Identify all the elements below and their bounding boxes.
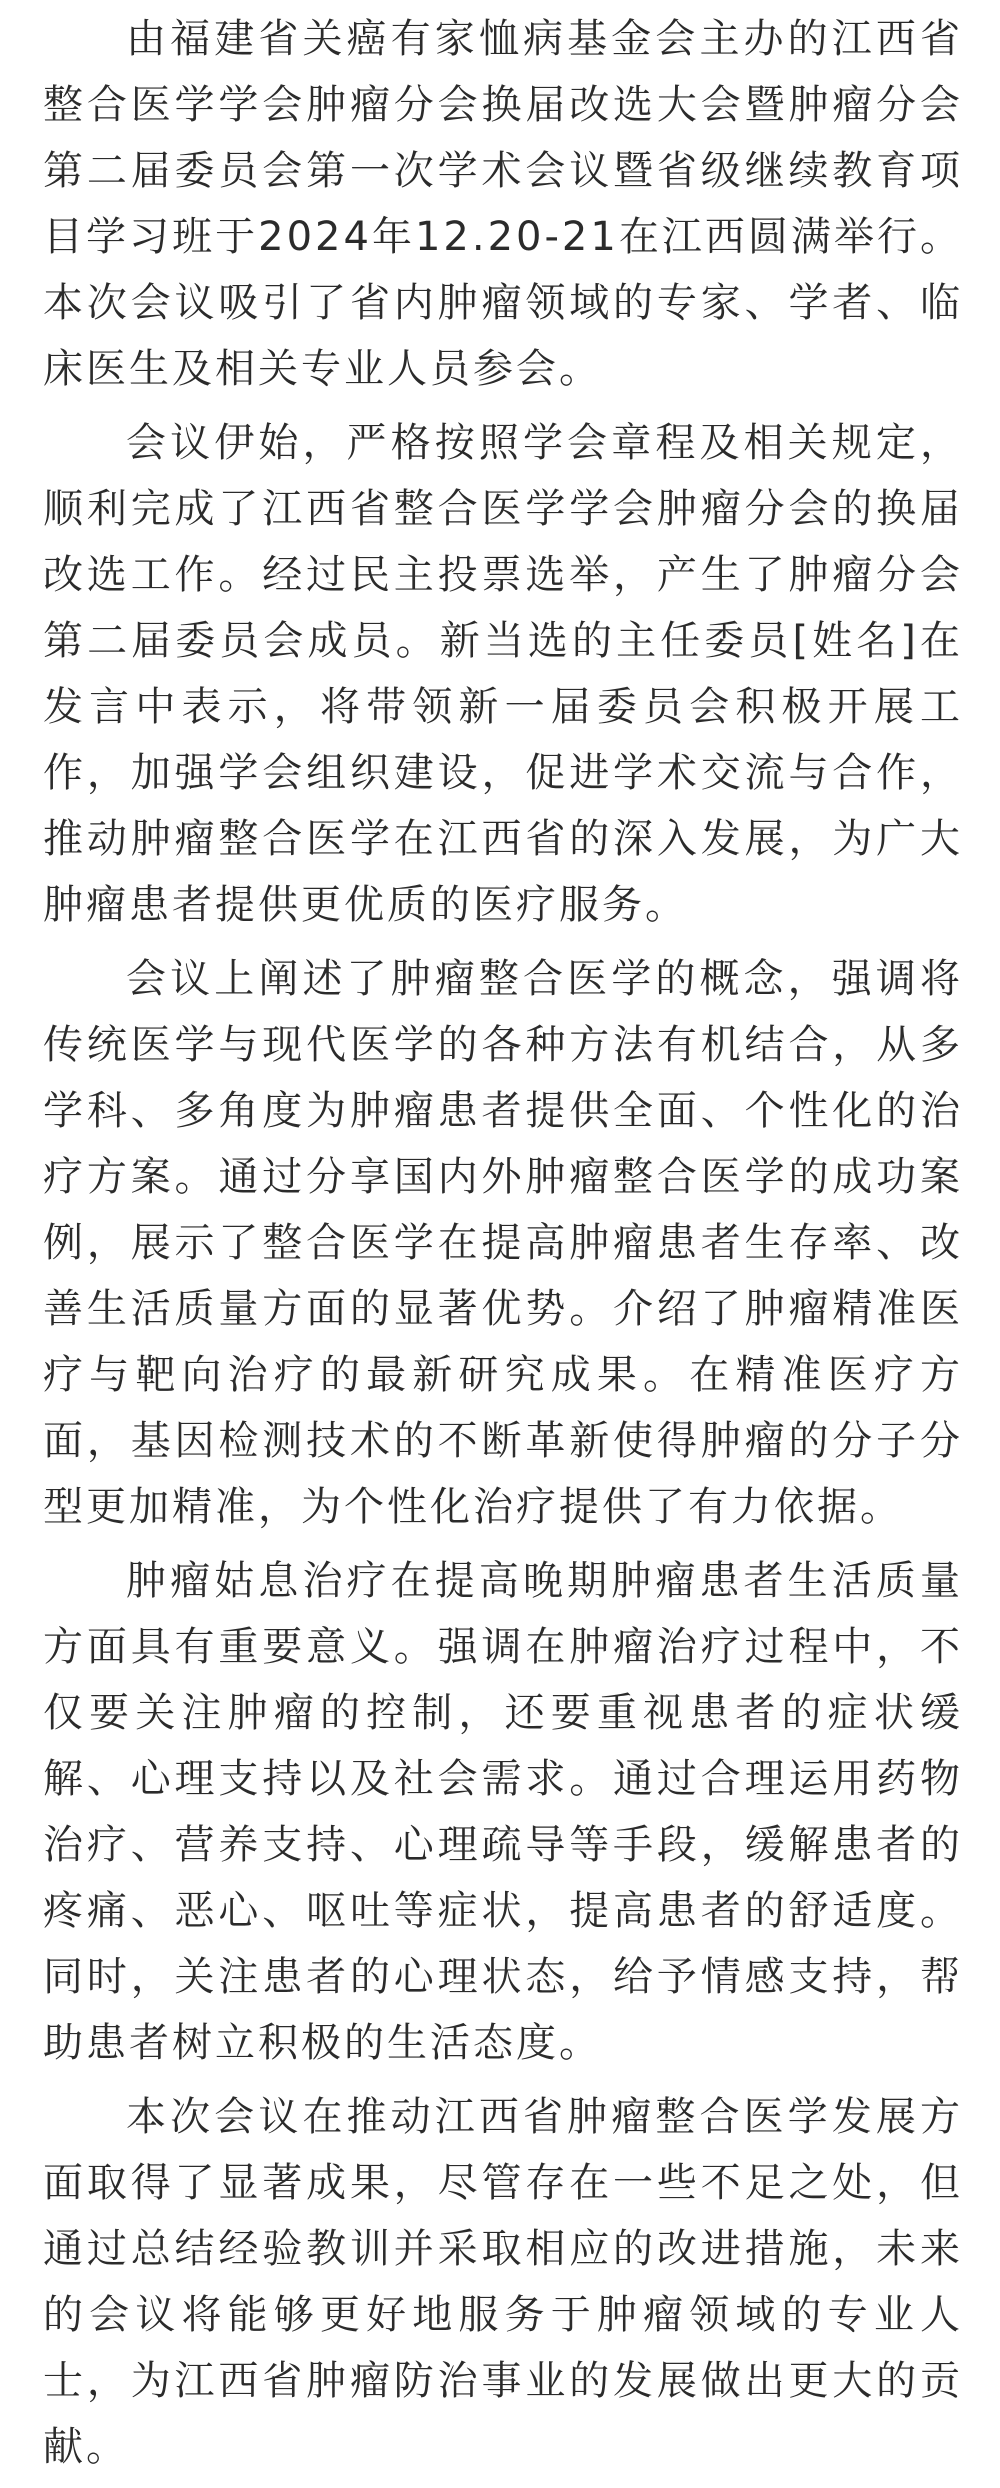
paragraph-palliative-care: 肿瘤姑息治疗在提高晚期肿瘤患者生活质量方面具有重要意义。强调在肿瘤治疗过程中，不仅要关注肿瘤的控制，还要重视患者的症状缓解、心理支持以及社会需求。通过合理运用药物治疗、营养支持、心理疏导等手段，缓解患者的疼痛、恶心、呕吐等症状，提高患者的舒适度。同时，关注患者的心理状态，给予情感支持，帮助患者树立积极的生活态度。 [43,1558,963,2066]
paragraph-election: 会议伊始，严格按照学会章程及相关规定，顺利完成了江西省整合医学学会肿瘤分会的换届改选工作。经过民主投票选举，产生了肿瘤分会第二届委员会成员。新当选的主任委员[姓名]在发言中表示，将带领新一届委员会积极开展工作，加强学会组织建设，促进学术交流与合作，推动肿瘤整合医学在江西省的深入发展，为广大肿瘤患者提供更优质的医疗服务。 [43,420,963,928]
paragraph-integrative-medicine: 会议上阐述了肿瘤整合医学的概念，强调将传统医学与现代医学的各种方法有机结合，从多学科、多角度为肿瘤患者提供全面、个性化的治疗方案。通过分享国内外肿瘤整合医学的成功案例，展示了整合医学在提高肿瘤患者生存率、改善生活质量方面的显著优势。介绍了肿瘤精准医疗与靶向治疗的最新研究成果。在精准医疗方面，基因检测技术的不断革新使得肿瘤的分子分型更加精准，为个性化治疗提供了有力依据。 [43,956,963,1530]
article-body [43,6,963,2488]
paragraph-opening: 由福建省关癌有家恤病基金会主办的江西省整合医学学会肿瘤分会换届改选大会暨肿瘤分会第二届委员会第一次学术会议暨省级继续教育项目学习班于2024年12.20-21在江西圆满举行。本次会议吸引了省内肿瘤领域的专家、学者、临床医生及相关专业人员参会。 [43,16,963,392]
paragraph-conclusion: 本次会议在推动江西省肿瘤整合医学发展方面取得了显著成果，尽管存在一些不足之处，但通过总结经验教训并采取相应的改进措施，未来的会议将能够更好地服务于肿瘤领域的专业人士，为江西省肿瘤防治事业的发展做出更大的贡献。 [43,2094,963,2470]
